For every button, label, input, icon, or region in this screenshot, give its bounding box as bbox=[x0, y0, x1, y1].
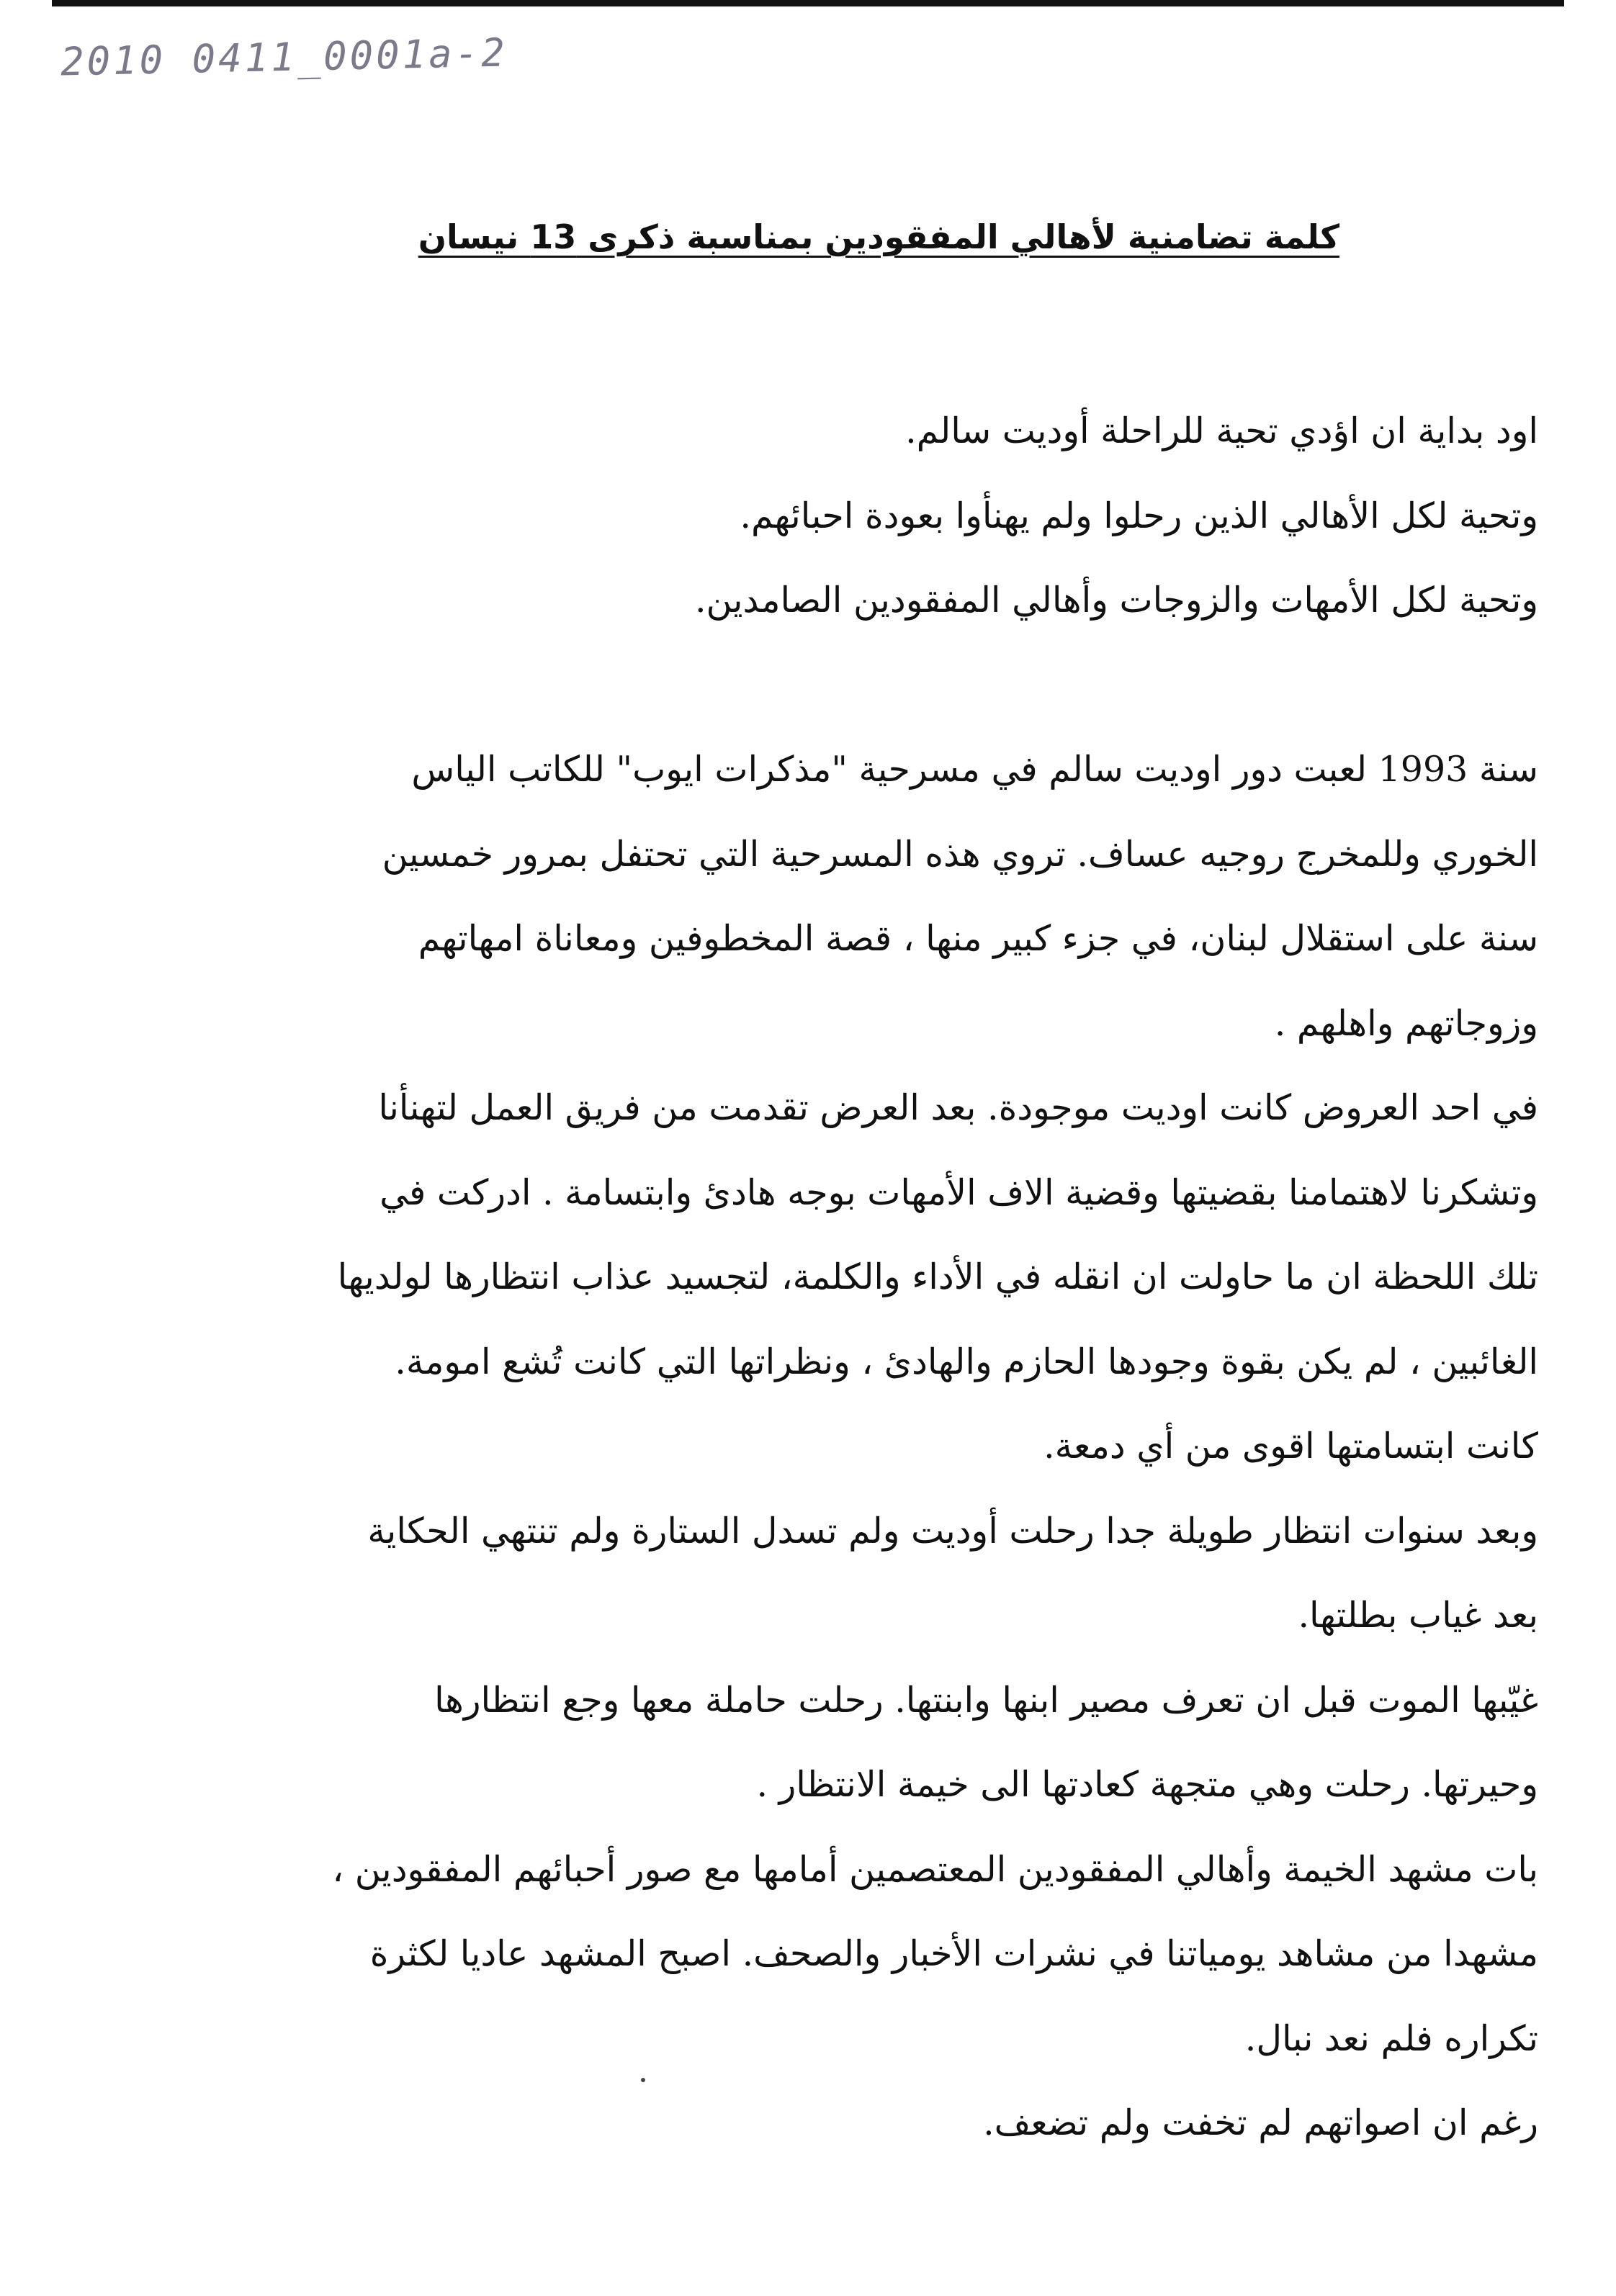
body-line: وحيرتها. رحلت وهي متجهة كعادتها الى خيمة الانتظار . bbox=[756, 1764, 1538, 1805]
handwritten-reference-number: 2010 0411_0001a-2 bbox=[60, 30, 508, 85]
body-line: مشهدا من مشاهد يومياتنا في نشرات الأخبار والصحف. اصبح المشهد عاديا لكثرة bbox=[369, 1933, 1538, 1974]
body-line: كانت ابتسامتها اقوى من أي دمعة. bbox=[1043, 1426, 1538, 1467]
body-line: غيّبها الموت قبل ان تعرف مصير ابنها وابنتها. رحلت حاملة معها وجع انتظارها bbox=[434, 1679, 1538, 1721]
greeting-line: وتحية لكل الأمهات والزوجات وأهالي المفقودين الصامدين. bbox=[694, 580, 1538, 621]
document-body bbox=[242, 389, 1538, 2166]
body-line: الخوري وللمخرج روجيه عساف. تروي هذه المسرحية التي تحتفل بمرور خمسين bbox=[382, 833, 1538, 875]
page-top-border bbox=[52, 0, 1564, 6]
body-line: الغائبين ، لم يكن بقوة وجودها الحازم والهادئ ، ونظراتها التي كانت تُشع امومة. bbox=[395, 1341, 1538, 1382]
body-line: بات مشهد الخيمة وأهالي المفقودين المعتصمين أمامها مع صور أحبائهم المفقودين ، bbox=[332, 1848, 1538, 1890]
body-line: تلك اللحظة ان ما حاولت ان انقله في الأداء والكلمة، لتجسيد عذاب انتظارها لولديها bbox=[337, 1256, 1538, 1297]
body-line: في احد العروض كانت اوديت موجودة. بعد العرض تقدمت من فريق العمل لتهنأنا bbox=[378, 1087, 1538, 1128]
greeting-line: اود بداية ان اؤدي تحية للراحلة أوديت سالم. bbox=[905, 410, 1538, 451]
body-line: سنة على استقلال لبنان، في جزء كبير منها ، قصة المخطوفين ومعاناة امهاتهم bbox=[418, 918, 1538, 959]
greeting-line: وتحية لكل الأهالي الذين رحلوا ولم يهنأوا بعودة احبائهم. bbox=[740, 495, 1538, 536]
body-line: وتشكرنا لاهتمامنا بقضيتها وقضية الاف الأمهات بوجه هادئ وابتسامة . ادركت في bbox=[380, 1171, 1538, 1213]
body-line: بعد غياب بطلتها. bbox=[1298, 1595, 1538, 1636]
document-title: كلمة تضامنية لأهالي المفقودين بمناسبة ذكرى 13 نيسان bbox=[418, 217, 1339, 256]
body-line: وبعد سنوات انتظار طويلة جدا رحلت أوديت ولم تسدل الستارة ولم تنتهي الحكاية bbox=[367, 1510, 1538, 1552]
paragraph-gap bbox=[242, 643, 1538, 728]
body-line: وزوجاتهم واهلهم . bbox=[1274, 1002, 1538, 1044]
body-line: سنة 1993 لعبت دور اوديت سالم في مسرحية "مذكرات ايوب" للكاتب الياس bbox=[411, 749, 1538, 790]
body-line: تكراره فلم نعد نبال. bbox=[1244, 2017, 1538, 2059]
body-line: رغم ان اصواتهم لم تخفت ولم تضعف. bbox=[983, 2102, 1538, 2143]
scan-speck bbox=[641, 2078, 645, 2082]
